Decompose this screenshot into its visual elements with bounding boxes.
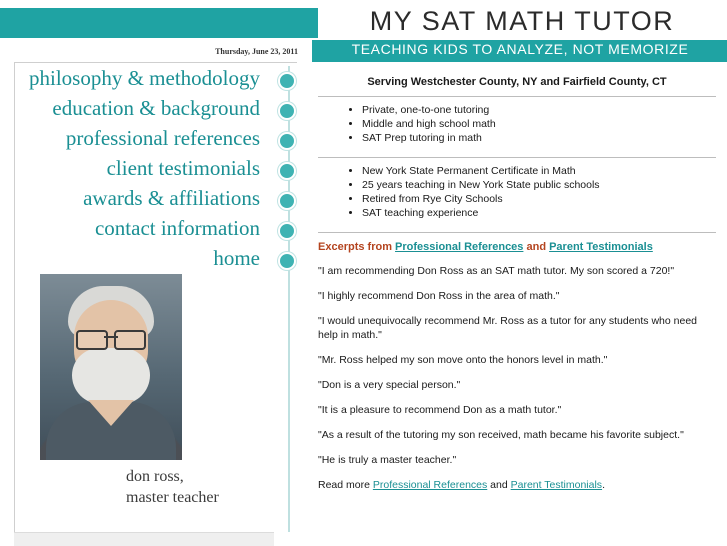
testimonial-quote: "I would unequivocally recommend Mr. Ross as a tutor for any students who need help in math." bbox=[318, 315, 698, 341]
sidebar-item-philosophy[interactable] bbox=[14, 66, 296, 96]
banner-teal-left-block bbox=[0, 8, 318, 38]
serving-area-heading: Serving Westchester County, NY and Fairfield County, CT bbox=[367, 76, 667, 88]
sidebar-item-label: education & background bbox=[52, 96, 260, 120]
testimonial-quote: "As a result of the tutoring my son received, math became his favorite subject." bbox=[318, 429, 684, 441]
sidebar-item-home[interactable] bbox=[14, 246, 296, 276]
excerpts-heading bbox=[318, 241, 716, 253]
bullet-dot-icon bbox=[278, 72, 296, 90]
footer-strip bbox=[14, 532, 274, 546]
main-content bbox=[318, 64, 716, 534]
link-professional-references-footer[interactable]: Professional References bbox=[372, 479, 488, 491]
read-more-mid: and bbox=[487, 479, 511, 491]
photo-beard bbox=[72, 348, 150, 404]
excerpts-heading-mid: and bbox=[523, 241, 550, 253]
testimonial-quote: "Don is a very special person." bbox=[318, 379, 461, 391]
testimonial-quote: "I am recommending Don Ross as an SAT math tutor. My son scored a 720!" bbox=[318, 265, 675, 277]
photo-caption bbox=[126, 466, 286, 508]
list-item: • Middle and high school math bbox=[362, 117, 716, 131]
sidebar-item-label: client testimonials bbox=[106, 156, 260, 180]
sidebar-item-client-testimonials[interactable] bbox=[14, 156, 296, 186]
tutor-portrait-photo bbox=[40, 274, 182, 460]
list-item: • Private, one-to-one tutoring bbox=[362, 103, 716, 117]
photo-glasses-bridge bbox=[104, 336, 118, 338]
photo-lens-left bbox=[76, 330, 108, 350]
sidebar-item-professional-references[interactable] bbox=[14, 126, 296, 156]
divider bbox=[318, 157, 716, 158]
read-more-line bbox=[318, 479, 716, 491]
link-parent-testimonials[interactable]: Parent Testimonials bbox=[549, 241, 653, 253]
list-item: • SAT Prep tutoring in math bbox=[362, 131, 716, 145]
sidebar-item-label: contact information bbox=[94, 216, 260, 240]
testimonial-quote: "He is truly a master teacher." bbox=[318, 454, 457, 466]
link-parent-testimonials-footer[interactable]: Parent Testimonials bbox=[510, 479, 603, 491]
read-more-suffix: . bbox=[602, 479, 605, 491]
bullet-dot-icon bbox=[278, 192, 296, 210]
divider bbox=[318, 232, 716, 233]
bullet-dot-icon bbox=[278, 222, 296, 240]
read-more-prefix: Read more bbox=[318, 479, 373, 491]
testimonial-quote: "It is a pleasure to recommend Don as a math tutor." bbox=[318, 404, 562, 416]
site-tagline: TEACHING KIDS TO ANALYZE, NOT MEMORIZE bbox=[351, 41, 689, 57]
sidebar-item-contact[interactable] bbox=[14, 216, 296, 246]
site-title: MY SAT MATH TUTOR bbox=[369, 6, 675, 36]
bullet-dot-icon bbox=[278, 252, 296, 270]
photo-lens-right bbox=[114, 330, 146, 350]
sidebar-item-label: philosophy & methodology bbox=[29, 66, 260, 90]
list-item: • 25 years teaching in New York State public schools bbox=[362, 178, 716, 192]
testimonial-quote: "Mr. Ross helped my son move onto the honors level in math." bbox=[318, 354, 608, 366]
photo-glasses bbox=[76, 330, 146, 346]
sidebar-item-label: professional references bbox=[65, 126, 260, 150]
excerpts-heading-prefix: Excerpts from bbox=[318, 241, 396, 253]
sidebar-item-label: home bbox=[213, 246, 260, 270]
bullet-dot-icon bbox=[278, 102, 296, 120]
photo-caption-line2: master teacher bbox=[126, 489, 219, 506]
sidebar-item-awards[interactable] bbox=[14, 186, 296, 216]
credentials-list bbox=[318, 164, 716, 220]
divider bbox=[318, 96, 716, 97]
current-date: Thursday, June 23, 2011 bbox=[215, 47, 298, 56]
sidebar-item-education[interactable] bbox=[14, 96, 296, 126]
main-navigation bbox=[14, 66, 296, 276]
list-item: • SAT teaching experience bbox=[362, 206, 716, 220]
bullet-dot-icon bbox=[278, 162, 296, 180]
link-professional-references[interactable]: Professional References bbox=[395, 241, 524, 253]
services-list bbox=[318, 103, 716, 145]
testimonial-quote: "I highly recommend Don Ross in the area of math." bbox=[318, 290, 560, 302]
list-item: • Retired from Rye City Schools bbox=[362, 192, 716, 206]
sidebar-item-label: awards & affiliations bbox=[83, 186, 260, 210]
photo-caption-line1: don ross, bbox=[126, 468, 184, 485]
bullet-dot-icon bbox=[278, 132, 296, 150]
list-item: • New York State Permanent Certificate in Math bbox=[362, 164, 716, 178]
